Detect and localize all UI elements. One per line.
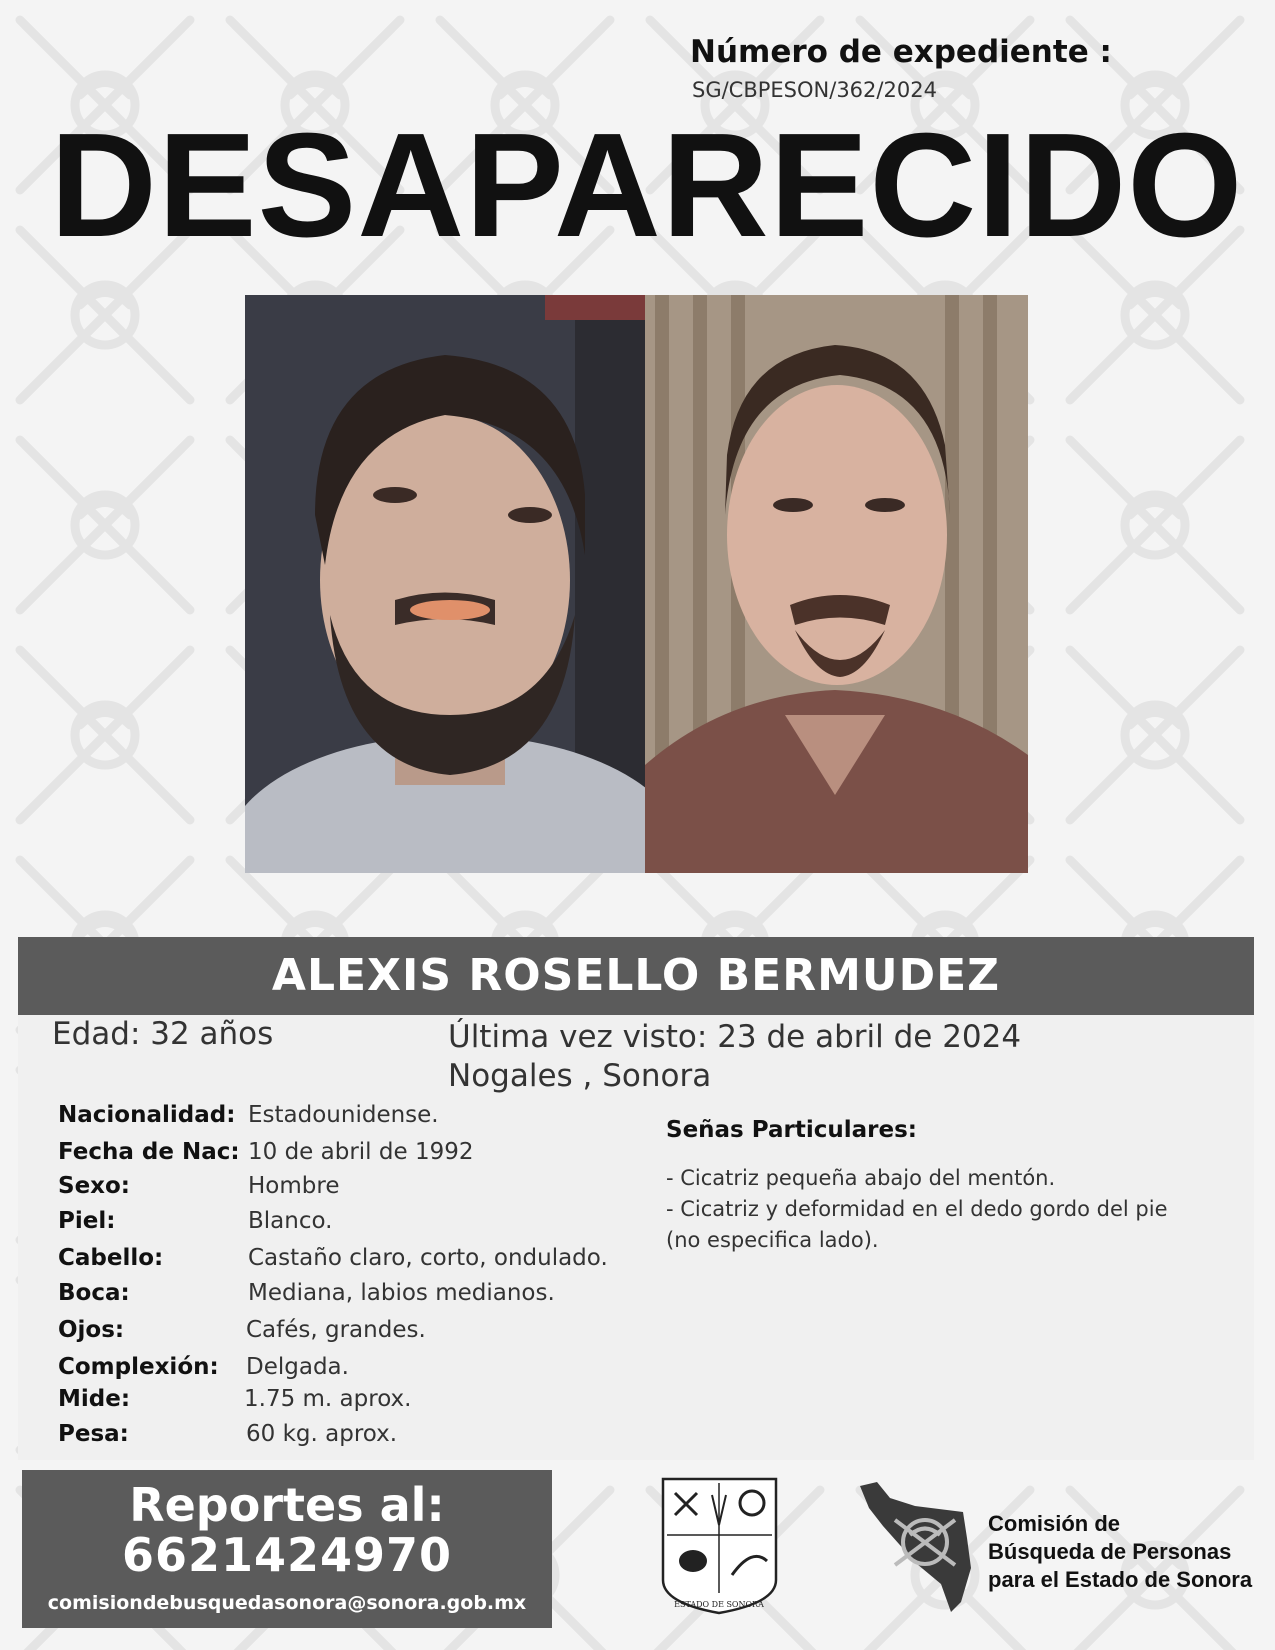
detail-label: Sexo: <box>58 1173 130 1199</box>
case-number-label: Número de expediente : <box>690 34 1112 70</box>
detail-label: Piel: <box>58 1208 116 1234</box>
mark-item: - Cicatriz pequeña abajo del mentón. <box>666 1166 1056 1190</box>
detail-value: Estadounidense. <box>248 1102 439 1128</box>
detail-value: 60 kg. aprox. <box>246 1421 398 1447</box>
detail-value: 10 de abril de 1992 <box>248 1139 474 1165</box>
report-email[interactable]: comisiondebusquedasonora@sonora.gob.mx <box>47 1592 527 1614</box>
person-name-bar: ALEXIS ROSELLO BERMUDEZ <box>18 937 1254 1015</box>
last-seen-location: Nogales , Sonora <box>448 1058 712 1094</box>
mark-item: - Cicatriz y deformidad en el dedo gordo del pie <box>666 1197 1168 1221</box>
last-seen <box>448 1018 1021 1096</box>
report-label: Reportes al: <box>129 1478 445 1532</box>
detail-label: Nacionalidad: <box>58 1102 236 1128</box>
detail-label: Cabello: <box>58 1245 164 1271</box>
detail-label: Fecha de Nac: <box>58 1139 240 1165</box>
agency-line: Comisión de <box>988 1511 1121 1536</box>
detail-value: Cafés, grandes. <box>246 1317 426 1343</box>
report-phone[interactable]: 6621424970 <box>121 1528 453 1582</box>
distinguishing-marks-list <box>666 1163 1226 1256</box>
agency-line: para el Estado de Sonora <box>988 1567 1253 1592</box>
detail-value: Castaño claro, corto, ondulado. <box>248 1245 608 1271</box>
last-seen-date: Última vez visto: 23 de abril de 2024 <box>448 1019 1022 1055</box>
detail-label: Ojos: <box>58 1317 125 1343</box>
age: Edad: 32 años <box>52 1016 274 1052</box>
detail-label: Complexión: <box>58 1354 219 1380</box>
detail-value: Delgada. <box>246 1354 349 1380</box>
detail-value: Hombre <box>248 1173 340 1199</box>
detail-value: 1.75 m. aprox. <box>244 1386 412 1412</box>
agency-name <box>988 1510 1252 1594</box>
report-box <box>22 1470 552 1628</box>
detail-label: Mide: <box>58 1386 131 1412</box>
detail-value: Mediana, labios medianos. <box>248 1280 555 1306</box>
agency-line: Búsqueda de Personas <box>988 1539 1232 1564</box>
photo-right <box>645 295 1028 873</box>
detail-label: Boca: <box>58 1280 130 1306</box>
sonora-map-icon <box>855 1480 975 1615</box>
seal-text: ESTADO DE SONORA <box>674 1600 764 1609</box>
sonora-state-seal-icon <box>657 1475 782 1617</box>
poster-title: DESAPARECIDO <box>50 103 1244 268</box>
detail-value: Blanco. <box>248 1208 333 1234</box>
mark-item: (no especifica lado). <box>666 1228 879 1252</box>
distinguishing-marks-title: Señas Particulares: <box>666 1117 917 1143</box>
photo-left <box>245 295 645 873</box>
detail-label: Pesa: <box>58 1421 129 1447</box>
case-number: SG/CBPESON/362/2024 <box>692 78 937 102</box>
